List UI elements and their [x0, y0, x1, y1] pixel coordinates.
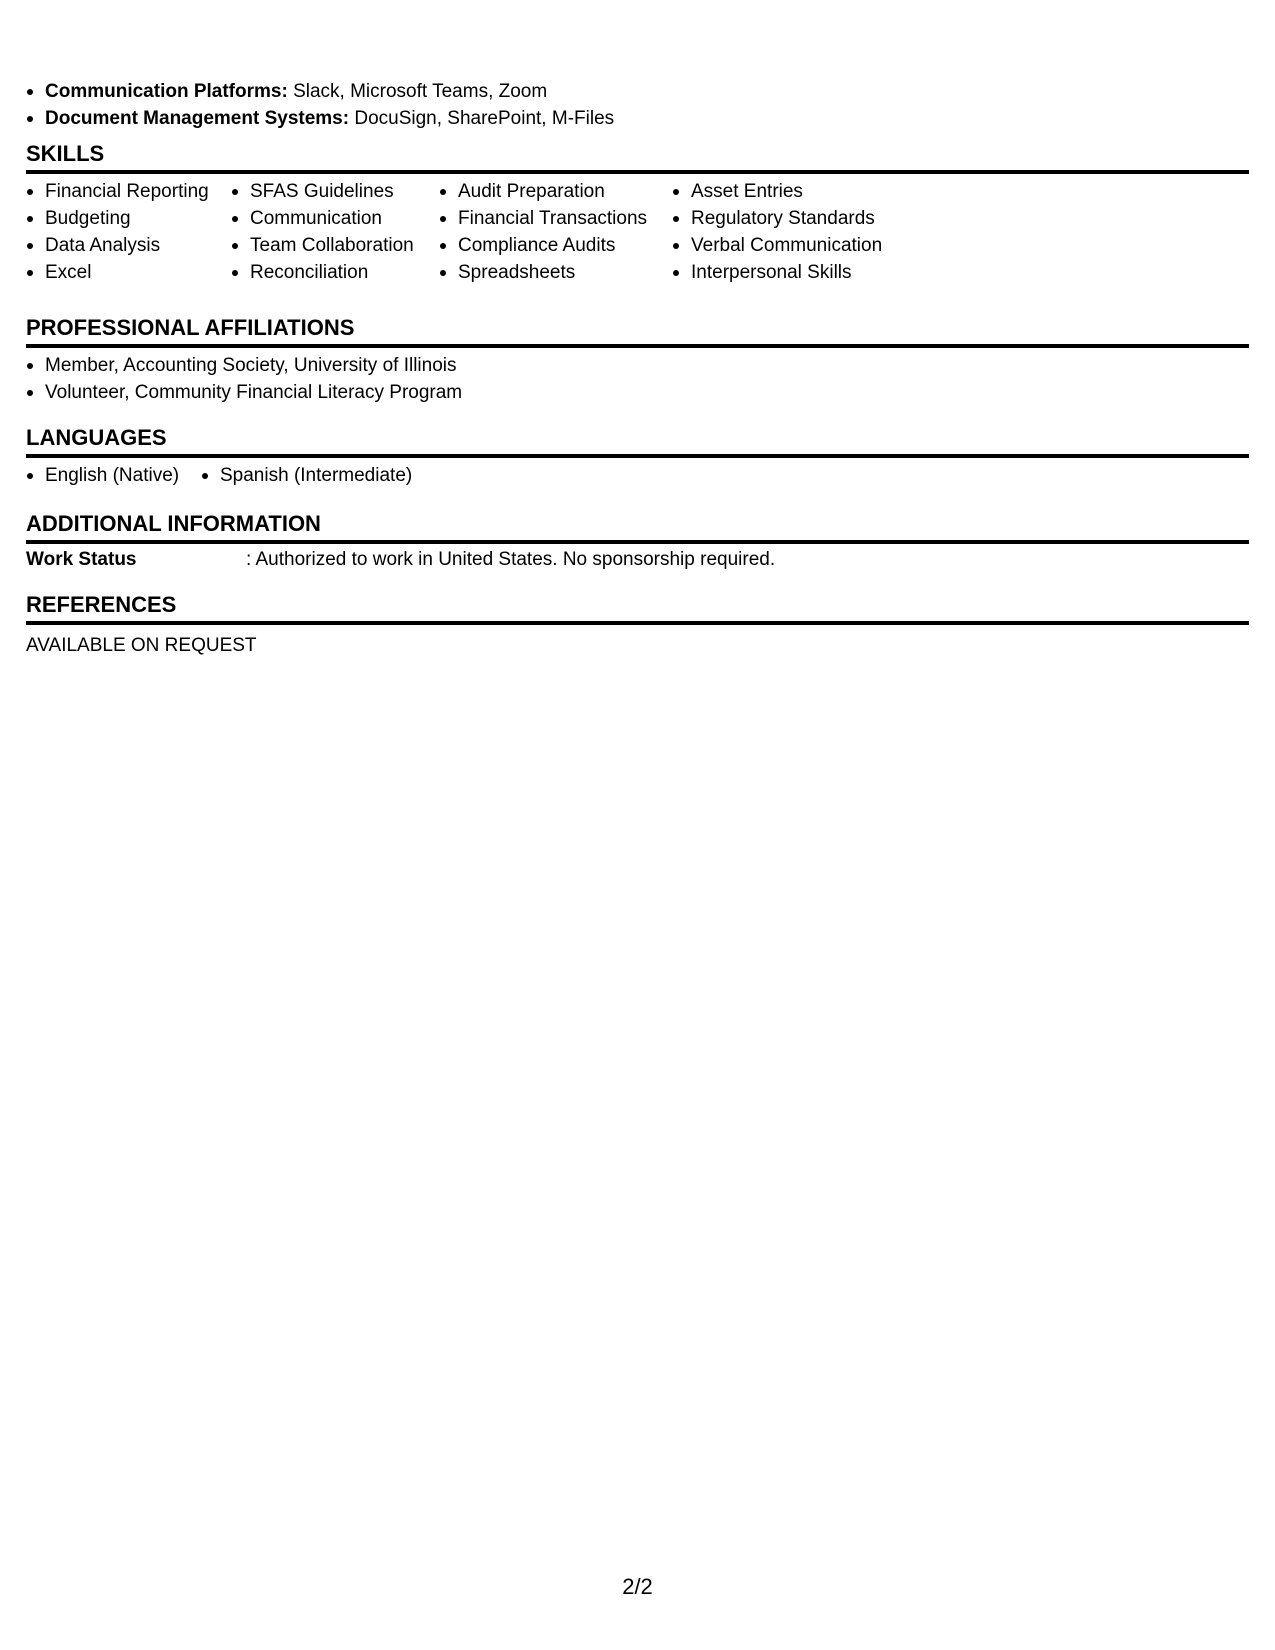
skill-item: Data Analysis — [26, 232, 209, 259]
additional-info-section — [26, 510, 1249, 573]
skill-item: Financial Reporting — [26, 178, 209, 205]
section-divider — [26, 170, 1249, 174]
skill-item: Financial Transactions — [439, 205, 647, 232]
language-item: Spanish (Intermediate) — [201, 462, 412, 489]
work-status-value: : Authorized to work in United States. No sponsorship required. — [246, 549, 776, 570]
skills-column-2 — [231, 178, 414, 286]
references-heading: REFERENCES — [26, 592, 177, 617]
skill-item: Audit Preparation — [439, 178, 647, 205]
affiliation-item: Volunteer, Community Financial Literacy Program — [26, 379, 1249, 406]
skill-item: SFAS Guidelines — [231, 178, 414, 205]
skills-column-4 — [672, 178, 882, 286]
skill-item: Team Collaboration — [231, 232, 414, 259]
skill-item: Reconciliation — [231, 259, 414, 286]
section-divider — [26, 344, 1249, 348]
page-number: 2/2 — [622, 1574, 653, 1599]
section-divider — [26, 621, 1249, 625]
resume-page — [26, 0, 1249, 1650]
affiliation-item: Member, Accounting Society, University of Illinois — [26, 352, 1249, 379]
skill-item: Interpersonal Skills — [672, 259, 882, 286]
tool-label: Communication Platforms: — [45, 81, 288, 102]
language-item: English (Native) — [26, 462, 179, 489]
additional-info-heading: ADDITIONAL INFORMATION — [26, 511, 321, 536]
skill-item: Regulatory Standards — [672, 205, 882, 232]
tool-value: Slack, Microsoft Teams, Zoom — [287, 81, 548, 102]
skill-item: Verbal Communication — [672, 232, 882, 259]
references-section — [26, 591, 1249, 659]
tool-item — [26, 78, 614, 105]
affiliations-list — [26, 352, 1249, 406]
languages-list — [26, 462, 1249, 489]
tools-list — [26, 78, 614, 132]
section-divider — [26, 540, 1249, 544]
languages-section — [26, 424, 1249, 489]
skill-item: Asset Entries — [672, 178, 882, 205]
tool-value: DocuSign, SharePoint, M-Files — [349, 108, 615, 129]
skill-item: Spreadsheets — [439, 259, 647, 286]
affiliations-heading: PROFESSIONAL AFFILIATIONS — [26, 315, 355, 340]
affiliations-section — [26, 314, 1249, 406]
skill-item: Compliance Audits — [439, 232, 647, 259]
skills-column-1 — [26, 178, 209, 286]
work-status-row — [26, 546, 1249, 573]
skill-item: Budgeting — [26, 205, 209, 232]
skill-item: Communication — [231, 205, 414, 232]
section-divider — [26, 454, 1249, 458]
skills-section — [26, 140, 1249, 290]
languages-heading: LANGUAGES — [26, 425, 167, 450]
skills-heading: SKILLS — [26, 141, 105, 166]
skill-item: Excel — [26, 259, 209, 286]
tool-label: Document Management Systems: — [45, 108, 350, 129]
tool-item — [26, 105, 614, 132]
work-status-label: Work Status — [26, 549, 137, 570]
skills-column-3 — [439, 178, 647, 286]
references-text: AVAILABLE ON REQUEST — [26, 635, 257, 656]
